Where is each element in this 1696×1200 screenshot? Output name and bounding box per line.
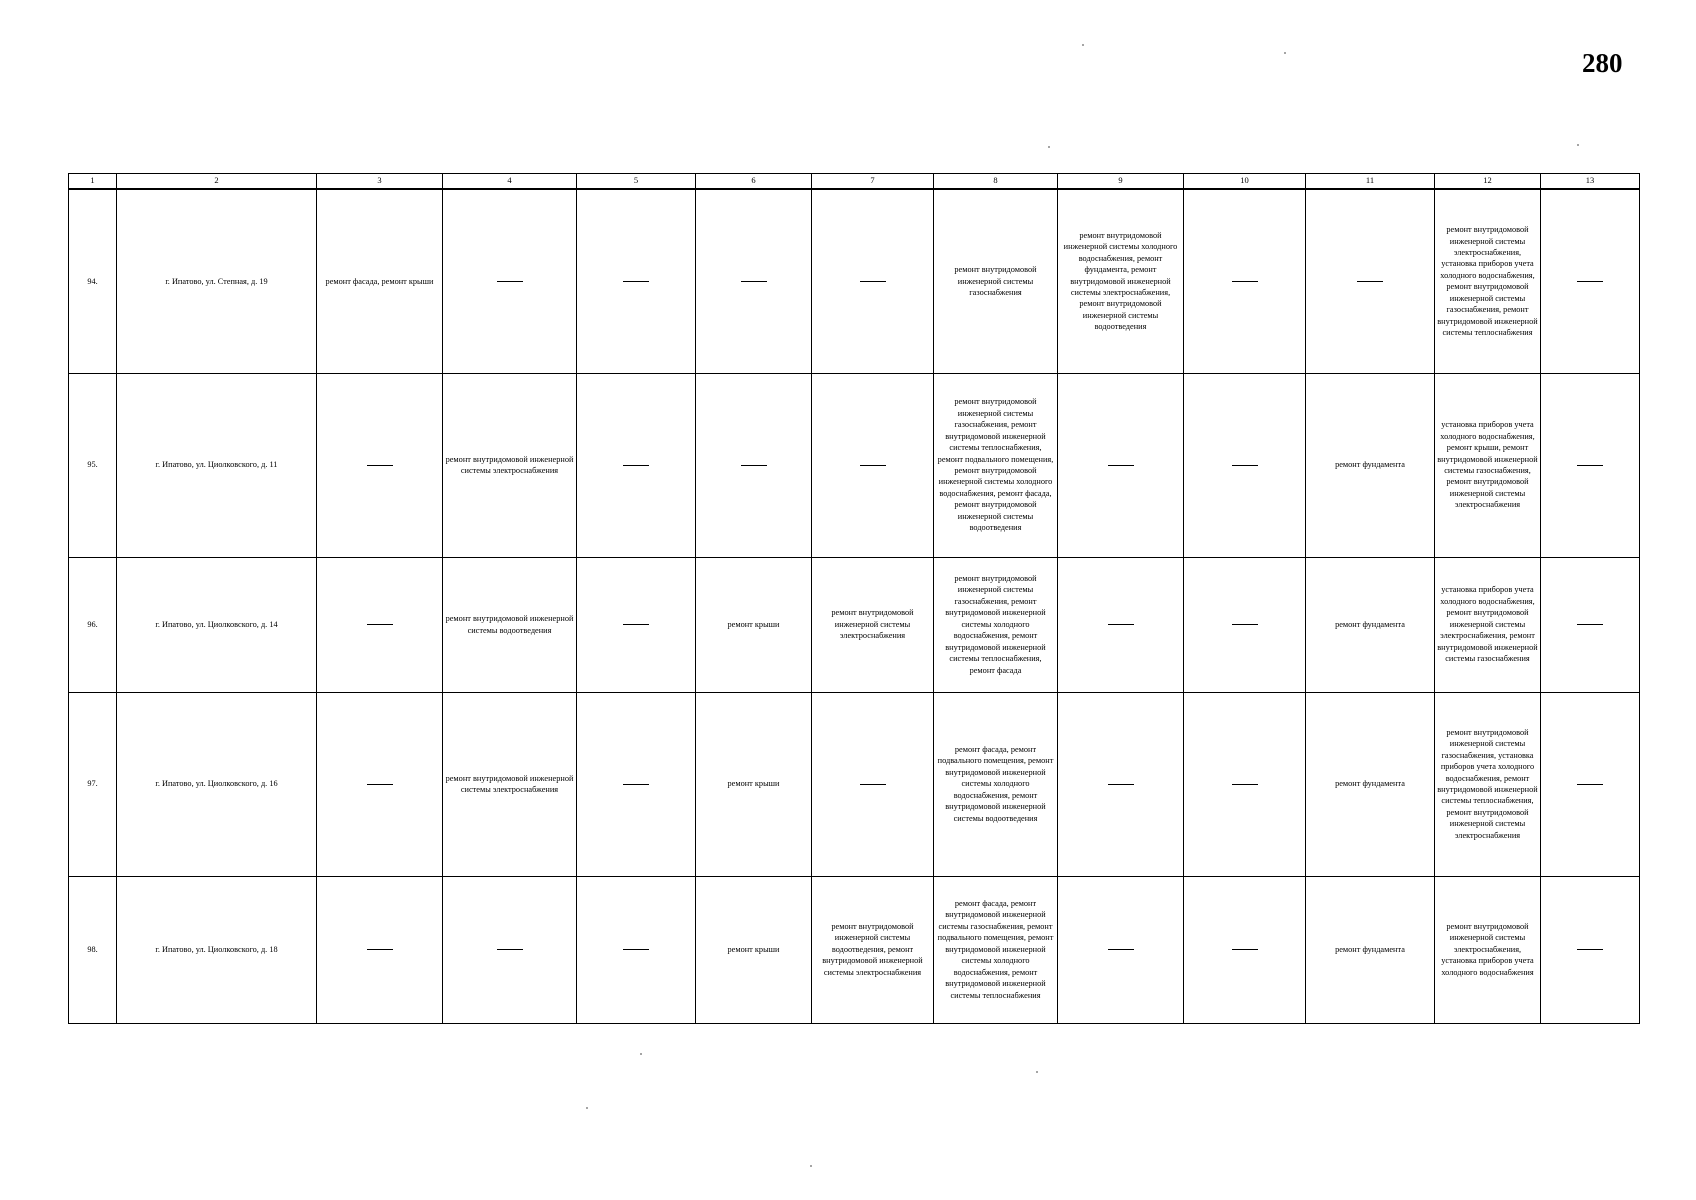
table-row [69, 189, 1640, 373]
work-cell-c4 [443, 189, 577, 373]
work-cell-c8: ремонт внутридомовой инженерной системы газоснабжения, ремонт внутридомовой инженерной системы теплоснабжения, ремонт подвального помещения, ремонт внутридомовой инженерной системы холодного водоснабжения, ремонт фасада, ремонт внутридомовой инженерной системы водоотведения [934, 373, 1058, 557]
address-cell: г. Ипатово, ул. Циолковского, д. 18 [117, 876, 317, 1023]
work-cell-c13 [1541, 692, 1640, 876]
work-cell-c11: ремонт фундамента [1306, 876, 1435, 1023]
work-cell-c7 [812, 373, 934, 557]
work-cell-c5 [577, 189, 696, 373]
work-cell-c4: ремонт внутридомовой инженерной системы электроснабжения [443, 692, 577, 876]
dash-mark [860, 281, 886, 282]
work-cell-c6: ремонт крыши [696, 692, 812, 876]
dash-mark [860, 784, 886, 785]
work-cell-c9 [1058, 876, 1184, 1023]
dash-mark [1577, 465, 1603, 466]
work-cell-c9 [1058, 373, 1184, 557]
work-cell-c8: ремонт фасада, ремонт подвального помещения, ремонт внутридомовой инженерной системы холодного водоснабжения, ремонт внутридомовой инженерной системы водоотведения [934, 692, 1058, 876]
work-cell-c3: ремонт фасада, ремонт крыши [317, 189, 443, 373]
work-cell-c10 [1184, 692, 1306, 876]
work-cell-c12: ремонт внутридомовой инженерной системы электроснабжения, установка приборов учета холодного водоснабжения [1435, 876, 1541, 1023]
scan-speck [1577, 144, 1579, 146]
dash-mark [367, 949, 393, 950]
column-number: 13 [1541, 174, 1640, 190]
dash-mark [1577, 281, 1603, 282]
column-number: 5 [577, 174, 696, 190]
column-number-row [69, 174, 1640, 190]
dash-mark [1232, 465, 1258, 466]
work-cell-c12: установка приборов учета холодного водоснабжения, ремонт внутридомовой инженерной системы электроснабжения, ремонт внутридомовой инженерной системы газоснабжения [1435, 557, 1541, 692]
dash-mark [1357, 281, 1383, 282]
work-cell-c10 [1184, 373, 1306, 557]
work-cell-c8: ремонт внутридомовой инженерной системы газоснабжения, ремонт внутридомовой инженерной системы холодного водоснабжения, ремонт внутридомовой инженерной системы теплоснабжения, ремонт фасада [934, 557, 1058, 692]
work-cell-c13 [1541, 557, 1640, 692]
work-cell-c3 [317, 692, 443, 876]
work-cell-c5 [577, 557, 696, 692]
work-cell-c11: ремонт фундамента [1306, 373, 1435, 557]
dash-mark [1232, 949, 1258, 950]
column-number: 4 [443, 174, 577, 190]
work-cell-c7 [812, 189, 934, 373]
table-row [69, 876, 1640, 1023]
dash-mark [1108, 465, 1134, 466]
dash-mark [497, 949, 523, 950]
dash-mark [367, 784, 393, 785]
scan-speck [1036, 1071, 1038, 1073]
column-number: 9 [1058, 174, 1184, 190]
work-cell-c9 [1058, 692, 1184, 876]
work-cell-c5 [577, 876, 696, 1023]
column-number: 3 [317, 174, 443, 190]
dash-mark [741, 465, 767, 466]
column-number: 10 [1184, 174, 1306, 190]
dash-mark [1577, 784, 1603, 785]
row-number: 97. [69, 692, 117, 876]
scan-speck [1082, 44, 1084, 46]
work-cell-c8: ремонт внутридомовой инженерной системы газоснабжения [934, 189, 1058, 373]
dash-mark [741, 281, 767, 282]
column-number: 7 [812, 174, 934, 190]
address-cell: г. Ипатово, ул. Циолковского, д. 16 [117, 692, 317, 876]
column-number: 8 [934, 174, 1058, 190]
work-cell-c11: ремонт фундамента [1306, 557, 1435, 692]
work-cell-c5 [577, 692, 696, 876]
row-number: 98. [69, 876, 117, 1023]
work-cell-c7: ремонт внутридомовой инженерной системы электроснабжения [812, 557, 934, 692]
dash-mark [1108, 784, 1134, 785]
work-cell-c6: ремонт крыши [696, 557, 812, 692]
row-number: 95. [69, 373, 117, 557]
scan-speck [1284, 52, 1286, 54]
row-number: 94. [69, 189, 117, 373]
work-cell-c7: ремонт внутридомовой инженерной системы водоотведения, ремонт внутридомовой инженерной системы электроснабжения [812, 876, 934, 1023]
page-number: 280 [1582, 48, 1623, 78]
dash-mark [367, 624, 393, 625]
address-cell: г. Ипатово, ул. Степная, д. 19 [117, 189, 317, 373]
table-row [69, 373, 1640, 557]
work-cell-c3 [317, 373, 443, 557]
work-cell-c10 [1184, 189, 1306, 373]
scan-speck [1048, 146, 1050, 148]
dash-mark [1108, 624, 1134, 625]
work-cell-c6 [696, 189, 812, 373]
work-cell-c6: ремонт крыши [696, 876, 812, 1023]
dash-mark [860, 465, 886, 466]
work-cell-c12: установка приборов учета холодного водоснабжения, ремонт крыши, ремонт внутридомовой инженерной системы газоснабжения, ремонт внутридомовой инженерной системы электроснабжения [1435, 373, 1541, 557]
work-cell-c12: ремонт внутридомовой инженерной системы газоснабжения, установка приборов учета холодного водоснабжения, ремонт внутридомовой инженерной системы теплоснабжения, ремонт внутридомовой инженерной системы электроснабжения [1435, 692, 1541, 876]
column-number: 12 [1435, 174, 1541, 190]
scan-speck [810, 1165, 812, 1167]
work-cell-c4: ремонт внутридомовой инженерной системы электроснабжения [443, 373, 577, 557]
work-cell-c9 [1058, 557, 1184, 692]
dash-mark [367, 465, 393, 466]
work-cell-c7 [812, 692, 934, 876]
work-cell-c3 [317, 876, 443, 1023]
work-cell-c13 [1541, 876, 1640, 1023]
row-number: 96. [69, 557, 117, 692]
dash-mark [1232, 281, 1258, 282]
dash-mark [1108, 949, 1134, 950]
work-cell-c11: ремонт фундамента [1306, 692, 1435, 876]
column-number: 2 [117, 174, 317, 190]
scan-speck [586, 1107, 588, 1109]
work-cell-c3 [317, 557, 443, 692]
work-cell-c8: ремонт фасада, ремонт внутридомовой инженерной системы газоснабжения, ремонт подвального помещения, ремонт внутридомовой инженерной системы холодного водоснабжения, ремонт внутридомовой инженерной системы теплоснабжения [934, 876, 1058, 1023]
dash-mark [1232, 784, 1258, 785]
work-cell-c6 [696, 373, 812, 557]
work-cell-c10 [1184, 876, 1306, 1023]
dash-mark [623, 465, 649, 466]
work-cell-c9: ремонт внутридомовой инженерной системы холодного водоснабжения, ремонт фундамента, ремонт внутридомовой инженерной системы электроснабжения, ремонт внутридомовой инженерной системы водоотведения [1058, 189, 1184, 373]
dash-mark [1232, 624, 1258, 625]
dash-mark [623, 281, 649, 282]
dash-mark [1577, 949, 1603, 950]
work-cell-c12: ремонт внутридомовой инженерной системы электроснабжения, установка приборов учета холодного водоснабжения, ремонт внутридомовой инженерной системы газоснабжения, ремонт внутридомовой инженерной системы теплоснабжения [1435, 189, 1541, 373]
column-number: 6 [696, 174, 812, 190]
work-cell-c11 [1306, 189, 1435, 373]
work-cell-c10 [1184, 557, 1306, 692]
work-cell-c4 [443, 876, 577, 1023]
dash-mark [1577, 624, 1603, 625]
address-cell: г. Ипатово, ул. Циолковского, д. 11 [117, 373, 317, 557]
dash-mark [623, 784, 649, 785]
table-row [69, 557, 1640, 692]
work-cell-c13 [1541, 373, 1640, 557]
scan-speck [640, 1053, 642, 1055]
dash-mark [497, 281, 523, 282]
dash-mark [623, 949, 649, 950]
address-cell: г. Ипатово, ул. Циолковского, д. 14 [117, 557, 317, 692]
column-number: 1 [69, 174, 117, 190]
table-row [69, 692, 1640, 876]
work-cell-c4: ремонт внутридомовой инженерной системы водоотведения [443, 557, 577, 692]
column-number: 11 [1306, 174, 1435, 190]
work-cell-c13 [1541, 189, 1640, 373]
work-cell-c5 [577, 373, 696, 557]
dash-mark [623, 624, 649, 625]
repair-schedule-table [68, 173, 1640, 1024]
